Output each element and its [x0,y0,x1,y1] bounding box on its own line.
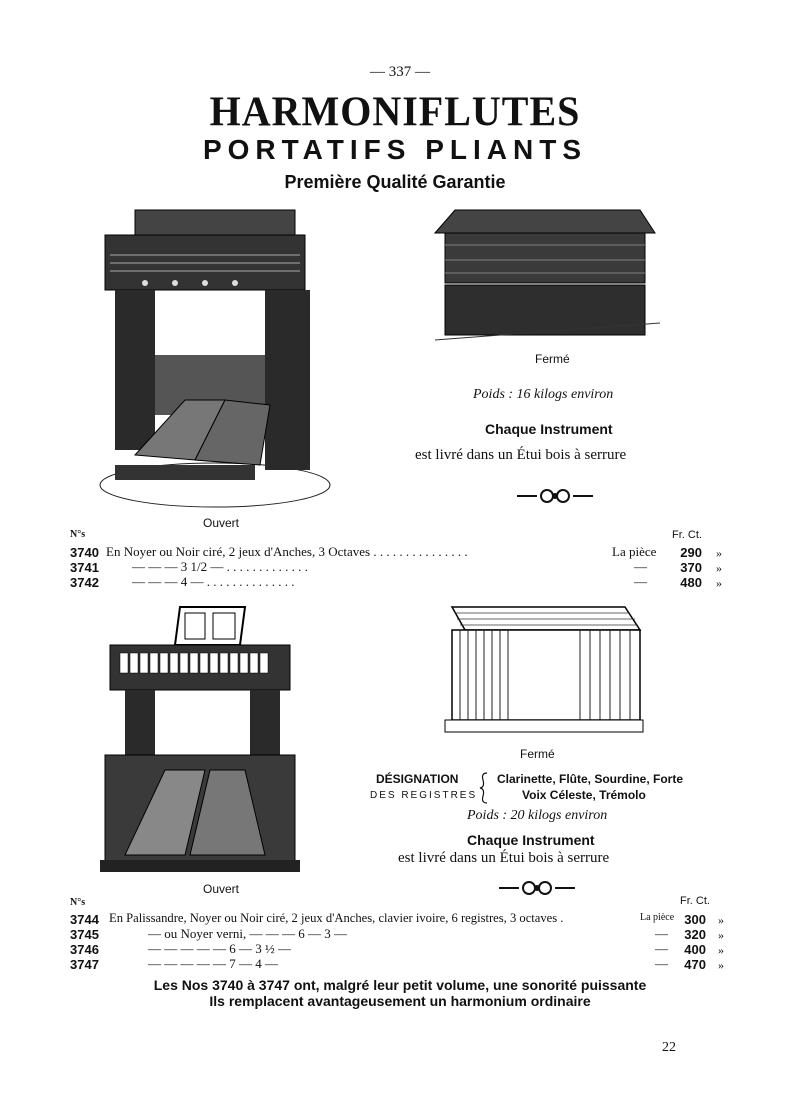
caption-open-1: Ouvert [203,516,240,530]
harmoniflute-closed-illustration-2 [440,605,645,735]
column-header-number-2: N°s [70,897,86,908]
item-description: — — — — — 6 — 3 ½ — [148,941,291,956]
weight-1: Poids : 16 kilogs environ [473,387,614,402]
item-price: 370 [680,560,702,575]
item-number: 3741 [70,560,99,575]
item-mark: » [718,958,724,972]
item-price: 290 [680,545,702,560]
delivery-2-line1: Chaque Instrument [467,832,595,848]
item-unit: — [634,574,647,589]
item-price: 470 [684,957,706,972]
folio-number: 22 [662,1040,676,1055]
item-unit: La pièce [640,912,675,923]
item-unit: La pièce [612,544,657,559]
caption-open-2: Ouvert [203,882,240,896]
delivery-1-line2: est livré dans un Étui bois à serrure [415,447,627,463]
item-number: 3746 [70,942,99,957]
item-number: 3742 [70,575,99,590]
registers-list-line2: Voix Céleste, Trémolo [522,788,646,802]
item-number: 3740 [70,545,99,560]
item-mark: » [716,576,722,590]
item-number: 3747 [70,957,99,972]
item-description: — — — 3 1/2 — . . . . . . . . . . . . . [132,559,308,574]
caption-closed-2: Fermé [520,747,555,761]
weight-2: Poids : 20 kilogs environ [467,808,608,823]
delivery-1-line1: Chaque Instrument [485,421,613,437]
registers-list-line1: Clarinette, Flûte, Sourdine, Forte [497,772,684,786]
harmoniflute-open-illustration [95,205,335,515]
item-description: En Noyer ou Noir ciré, 2 jeux d'Anches, 3 Octaves . . . . . . . . . . . . . . . [106,544,468,559]
column-header-price-1: Fr. Ct. [672,529,702,541]
item-description: — ou Noyer verni, — — — 6 — 3 — [148,926,347,941]
item-price: 300 [684,912,706,927]
item-number: 3744 [70,912,99,927]
harmoniflute-closed-illustration [430,205,660,345]
page-title: HARMONIFLUTES [209,87,581,136]
item-unit: — [634,559,647,574]
footer-note-line1: Les Nos 3740 à 3747 ont, malgré leur petit volume, une sonorité puissante [153,977,647,993]
harmoniflute-open-illustration-2 [95,605,305,880]
item-unit: — [655,941,668,956]
column-header-number-1: N°s [70,529,86,540]
item-description: — — — 4 — . . . . . . . . . . . . . . [132,574,295,589]
item-price: 480 [680,575,702,590]
item-mark: » [716,546,722,560]
delivery-2-line2: est livré dans un Étui bois à serrure [398,850,610,866]
item-price: 320 [684,927,706,942]
item-number: 3745 [70,927,99,942]
ornament-flourish-1 [515,484,595,508]
registers-label: DES REGISTRES [370,790,478,801]
footer-note-line2: Ils remplacent avantageusement un harmonium ordinaire [209,993,591,1009]
item-description: — — — — — 7 — 4 — [148,956,278,971]
designation-label: DÉSIGNATION [376,772,459,786]
item-mark: » [718,928,724,942]
item-description: En Palissandre, Noyer ou Noir ciré, 2 jeux d'Anches, clavier ivoire, 6 registres, 3 octaves . [109,911,564,925]
caption-closed-1: Fermé [535,352,570,366]
item-mark: » [716,561,722,575]
item-mark: » [718,913,724,927]
ornament-flourish-2 [497,876,577,900]
item-mark: » [718,943,724,957]
column-header-price-2: Fr. Ct. [680,895,710,907]
page-number: — 337 — [370,64,430,80]
item-price: 400 [684,942,706,957]
brace-icon [479,772,489,804]
item-unit: — [655,956,668,971]
item-unit: — [655,926,668,941]
page-subtitle: PORTATIFS PLIANTS [202,134,588,165]
quality-line: Première Qualité Garantie [284,172,506,192]
